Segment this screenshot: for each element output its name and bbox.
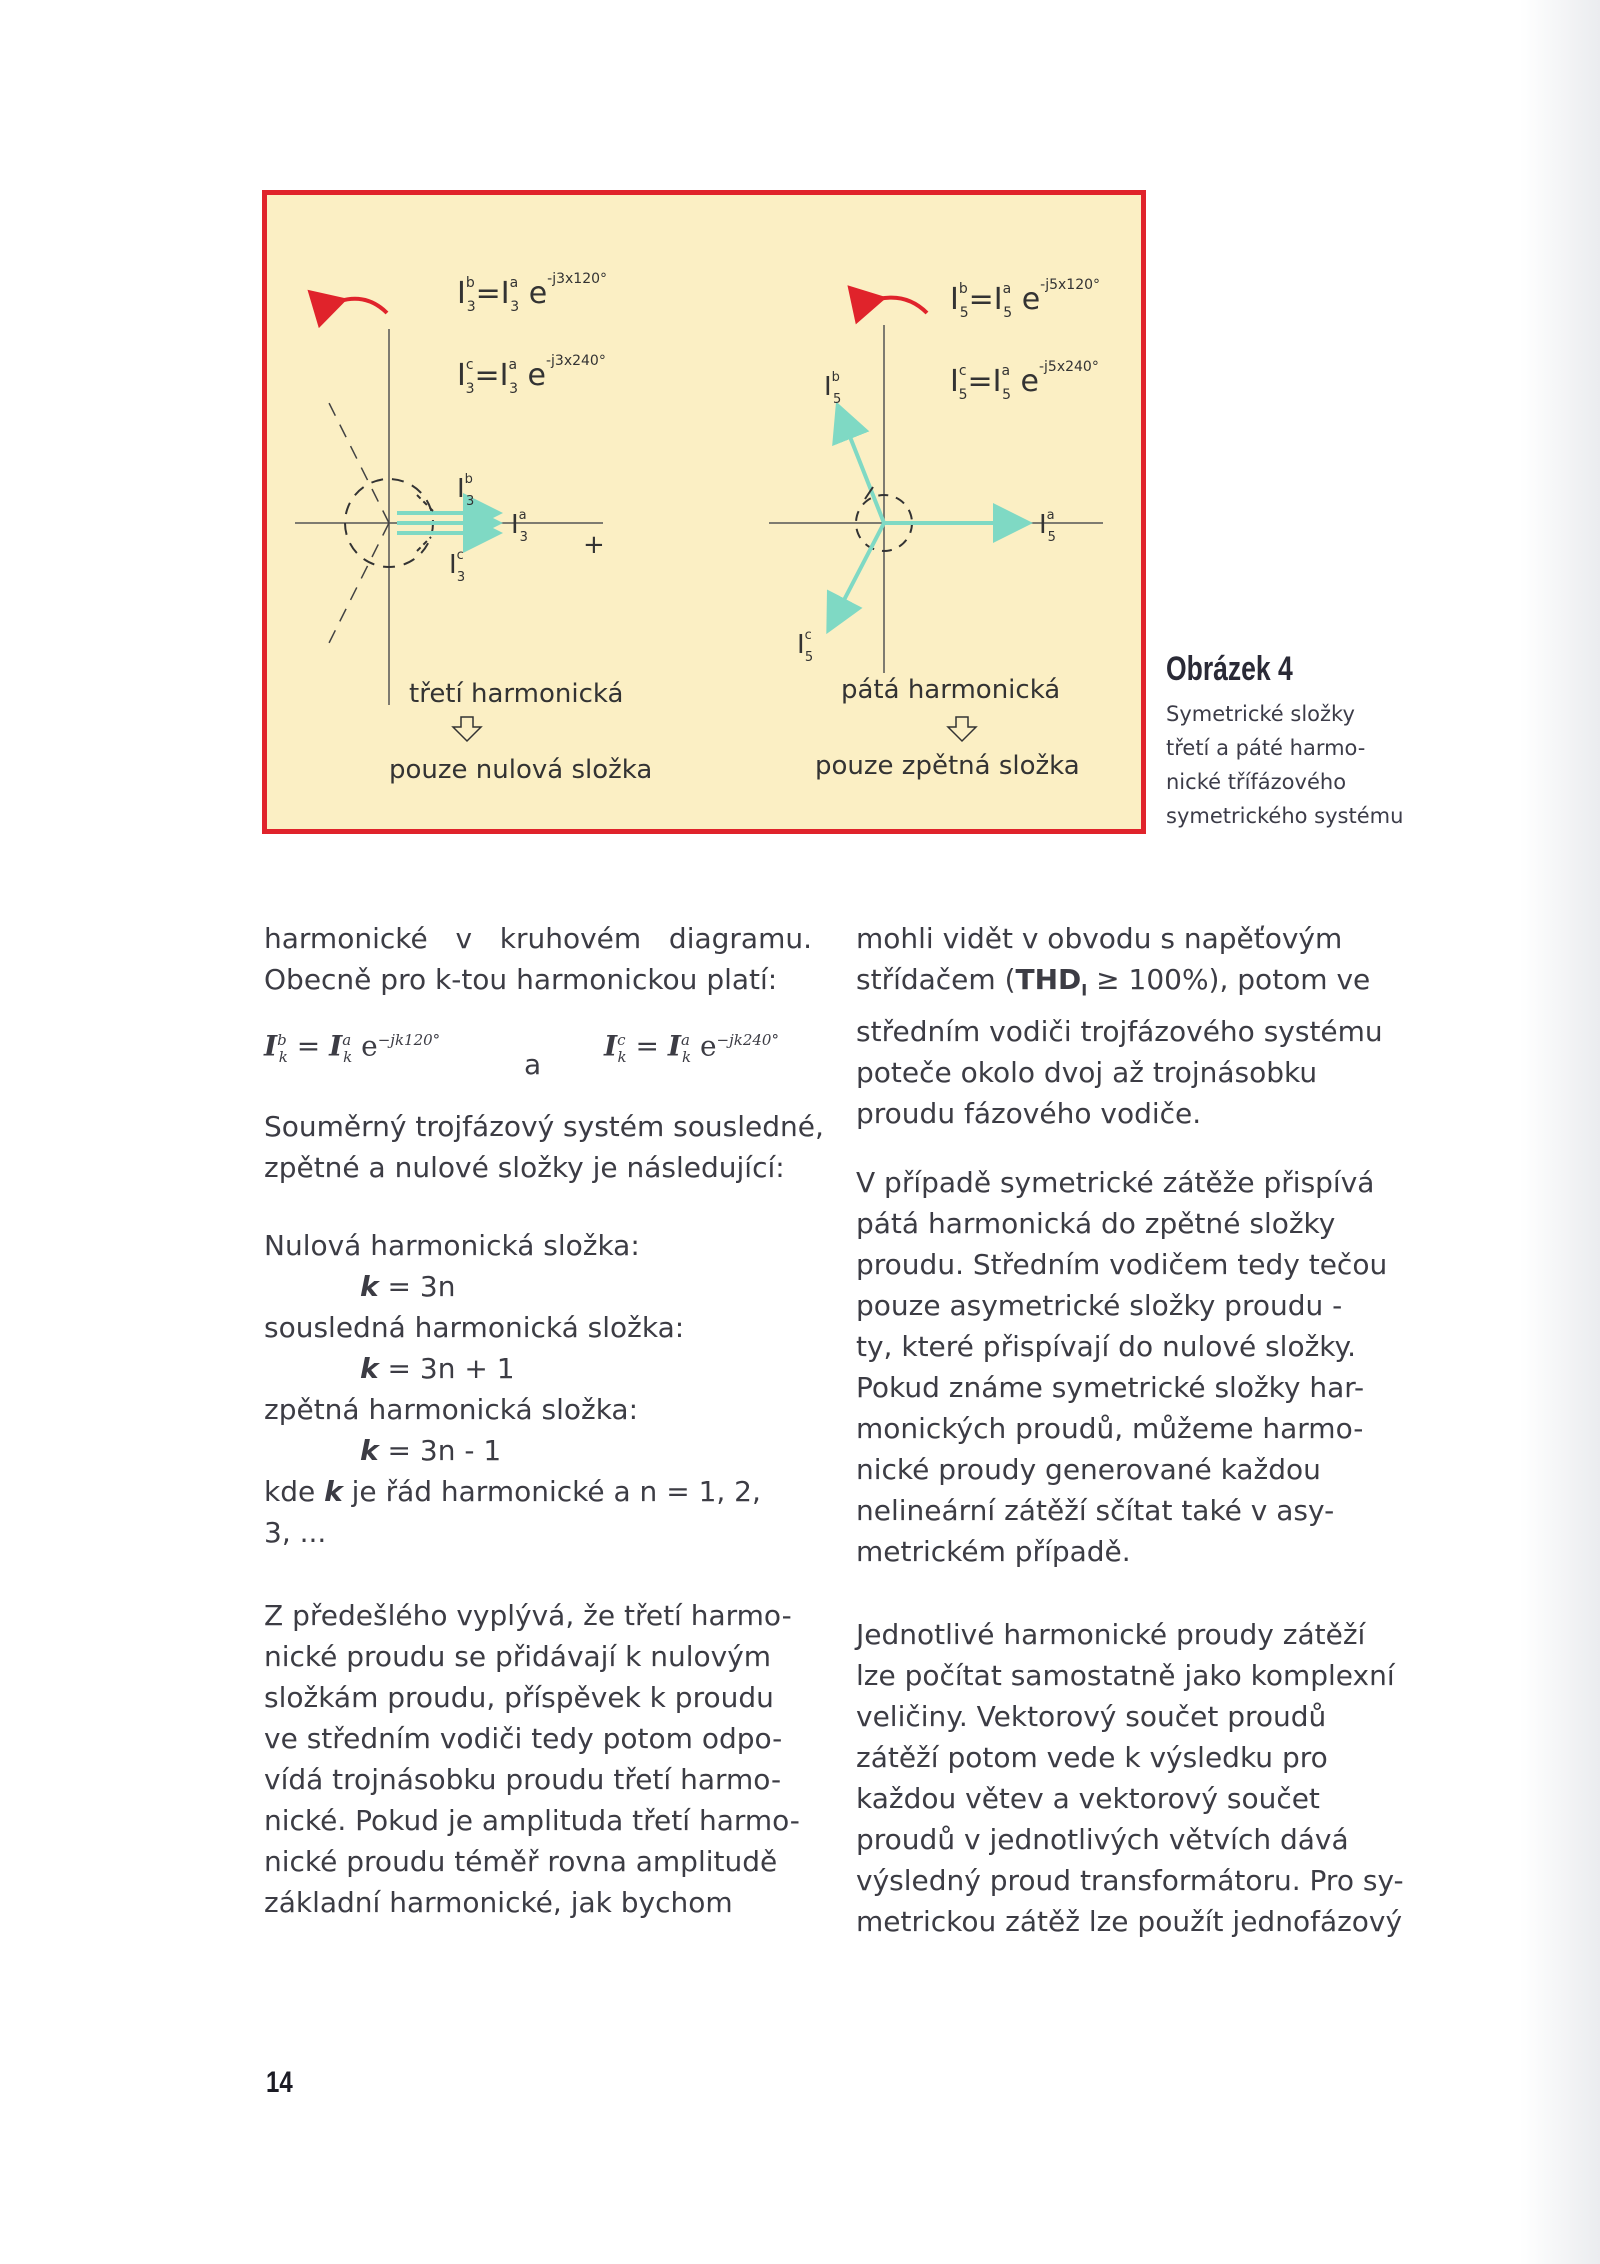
third-harmonic-diagram bbox=[295, 271, 652, 785]
text-line: pátá harmonická do zpětné složky bbox=[856, 1206, 1336, 1240]
formula-conjunction: a bbox=[524, 1048, 542, 1081]
rotation-arrow-icon bbox=[879, 298, 927, 313]
left-column bbox=[264, 918, 824, 1923]
text-line: nické proudu se přidávají k nulovým bbox=[264, 1640, 772, 1673]
zero-sequence-label: Nulová harmonická složka: bbox=[264, 1229, 640, 1262]
page-edge-shadow bbox=[1520, 0, 1600, 2264]
text-line: základní harmonické, jak bychom bbox=[264, 1886, 733, 1919]
page-number: 14 bbox=[266, 2066, 293, 2099]
down-arrow-icon bbox=[948, 717, 976, 741]
third-harmonic-label: třetí harmonická bbox=[409, 679, 624, 709]
text-line: Jednotlivé harmonické proudy zátěží bbox=[856, 1617, 1366, 1651]
text-line: středním vodiči trojfázového systému bbox=[856, 1014, 1383, 1048]
fifth-harmonic-label: pátá harmonická bbox=[841, 675, 1061, 705]
text-line: ve středním vodiči tedy potom odpo- bbox=[264, 1722, 783, 1755]
down-arrow-icon bbox=[453, 717, 481, 741]
text-line: Obecně pro k-tou harmonickou platí: bbox=[264, 963, 778, 996]
label-i5-b: $I^b$ 5 bbox=[824, 370, 842, 407]
text-line: Z předešlého vyplývá, že třetí harmo- bbox=[264, 1599, 792, 1632]
equation-i3-c: $I^c$ $3=I^a$ 3 $e^{-j3x240^\circ}$ bbox=[457, 353, 606, 397]
text-line: nické. Pokud je amplituda třetí harmo- bbox=[264, 1804, 800, 1837]
text-line: mohli vidět v obvodu s napěťovým bbox=[856, 922, 1343, 955]
paragraph bbox=[264, 918, 812, 1000]
equation-i3-b: $I^b$ $3=I^a$ 3 $e^{-j3x120^\circ}$ bbox=[457, 271, 608, 315]
text-line: pouze asymetrické složky proudu - bbox=[856, 1288, 1343, 1322]
text-line: zpětné a nulové složky je následující: bbox=[264, 1151, 785, 1184]
label-i3-a: $I^a$ 3 bbox=[511, 508, 528, 545]
zero-component-label: pouze nulová složka bbox=[389, 755, 653, 785]
negative-component-label: pouze zpětná složka bbox=[815, 751, 1080, 781]
text-line: Pokud známe symetrické složky har- bbox=[856, 1370, 1365, 1404]
caption-text bbox=[1166, 697, 1436, 833]
caption-line: Symetrické složky bbox=[1166, 702, 1355, 726]
vector-i5-c bbox=[830, 523, 884, 627]
text-line: veličiny. Vektorový součet proudů bbox=[856, 1699, 1327, 1733]
text-line: lze počítat samostatně jako komplexní bbox=[856, 1658, 1395, 1692]
where-line: kde k je řád harmonické a n = 1, 2, bbox=[264, 1475, 761, 1508]
positive-sequence-label: sousledná harmonická složka: bbox=[264, 1311, 685, 1344]
figure-box bbox=[262, 190, 1146, 834]
formula-ib: $I^b_k = I^a_k$ $e^{-jk120^\circ}$ bbox=[264, 1029, 441, 1066]
caption-title: Obrázek 4 bbox=[1166, 650, 1293, 688]
text-line: nické proudu téměř rovna amplitudě bbox=[264, 1845, 778, 1878]
text-line: poteče okolo dvoj až trojnásobku bbox=[856, 1055, 1318, 1089]
reference-line-120 bbox=[327, 399, 389, 523]
paragraph bbox=[856, 918, 1404, 1134]
label-i3-c: $I^c$ 3 bbox=[449, 548, 466, 585]
text-line: harmonické v kruhovém diagramu. bbox=[264, 922, 812, 955]
paragraph bbox=[856, 1614, 1404, 1942]
text-line: složkám proudu, příspěvek k proudu bbox=[264, 1681, 774, 1714]
formula-ic: $I^c_k = I^a_k$ $e^{-jk240^\circ}$ bbox=[604, 1029, 779, 1066]
equation-i5-c: $I^c$ $5=I^a$ 5 $e^{-j5x240^\circ}$ bbox=[950, 359, 1099, 403]
text-line: nelineární zátěží sčítat také v asy- bbox=[856, 1493, 1335, 1527]
text-line: V případě symetrické zátěže přispívá bbox=[856, 1165, 1375, 1199]
paragraph bbox=[264, 1595, 812, 1923]
plus-sign: + bbox=[583, 530, 605, 560]
paragraph bbox=[856, 1162, 1404, 1572]
reference-line-240 bbox=[327, 523, 389, 647]
vector-i5-b bbox=[839, 409, 884, 523]
negative-sequence-label: zpětná harmonická složka: bbox=[264, 1393, 639, 1426]
text-line: ty, které přispívají do nulové složky. bbox=[856, 1329, 1356, 1363]
text-line: proudů v jednotlivých větvích dává bbox=[856, 1822, 1349, 1856]
text-line: metrickém případě. bbox=[856, 1534, 1131, 1568]
right-column bbox=[856, 918, 1404, 1942]
text-line: zátěží potom vede k výsledku pro bbox=[856, 1740, 1328, 1774]
circle-arrow-1 bbox=[417, 495, 433, 511]
positive-sequence-formula: k = 3n + 1 bbox=[360, 1352, 515, 1385]
paragraph bbox=[264, 1106, 824, 1188]
label-i5-a: $I^a$ 5 bbox=[1039, 508, 1056, 545]
text-line: monických proudů, můžeme harmo- bbox=[856, 1411, 1364, 1445]
rotation-arrow-icon bbox=[340, 299, 387, 313]
text-line: nické proudy generované každou bbox=[856, 1452, 1321, 1486]
text-line: proudu fázového vodiče. bbox=[856, 1096, 1202, 1130]
zero-sequence-formula: k = 3n bbox=[360, 1270, 456, 1303]
text-line: Souměrný trojfázový systém sousledné, bbox=[264, 1110, 824, 1143]
text-line: metrickou zátěž lze použít jednofázový bbox=[856, 1904, 1403, 1938]
text-line: každou větev a vektorový součet bbox=[856, 1781, 1320, 1815]
harmonic-formulas bbox=[264, 1014, 812, 1096]
phasor-diagram bbox=[267, 195, 1141, 829]
text-line: výsledný proud transformátoru. Pro sy- bbox=[856, 1863, 1404, 1897]
negative-sequence-formula: k = 3n - 1 bbox=[360, 1434, 502, 1467]
text-line: vídá trojnásobku proudu třetí harmo- bbox=[264, 1763, 782, 1796]
fifth-harmonic-diagram bbox=[769, 277, 1103, 781]
equation-i5-b: $I^b$ $5=I^a$ 5 $e^{-j5x120^\circ}$ bbox=[950, 277, 1101, 321]
caption-line: třetí a páté harmo- bbox=[1166, 736, 1366, 760]
caption-line: symetrického systému bbox=[1166, 804, 1404, 828]
component-definitions bbox=[264, 1225, 812, 1553]
label-i5-c: $I^c$ 5 bbox=[797, 628, 814, 665]
figure-caption bbox=[1166, 650, 1436, 833]
where-line-2: 3, ... bbox=[264, 1516, 327, 1549]
label-i3-b: $I^b$ 3 bbox=[457, 472, 475, 509]
caption-line: nické třífázového bbox=[1166, 770, 1347, 794]
text-line: proudu. Středním vodičem tedy tečou bbox=[856, 1247, 1388, 1281]
text-line: střídačem $(THD_I \ge 100\%)$, potom ve bbox=[856, 963, 1371, 1000]
